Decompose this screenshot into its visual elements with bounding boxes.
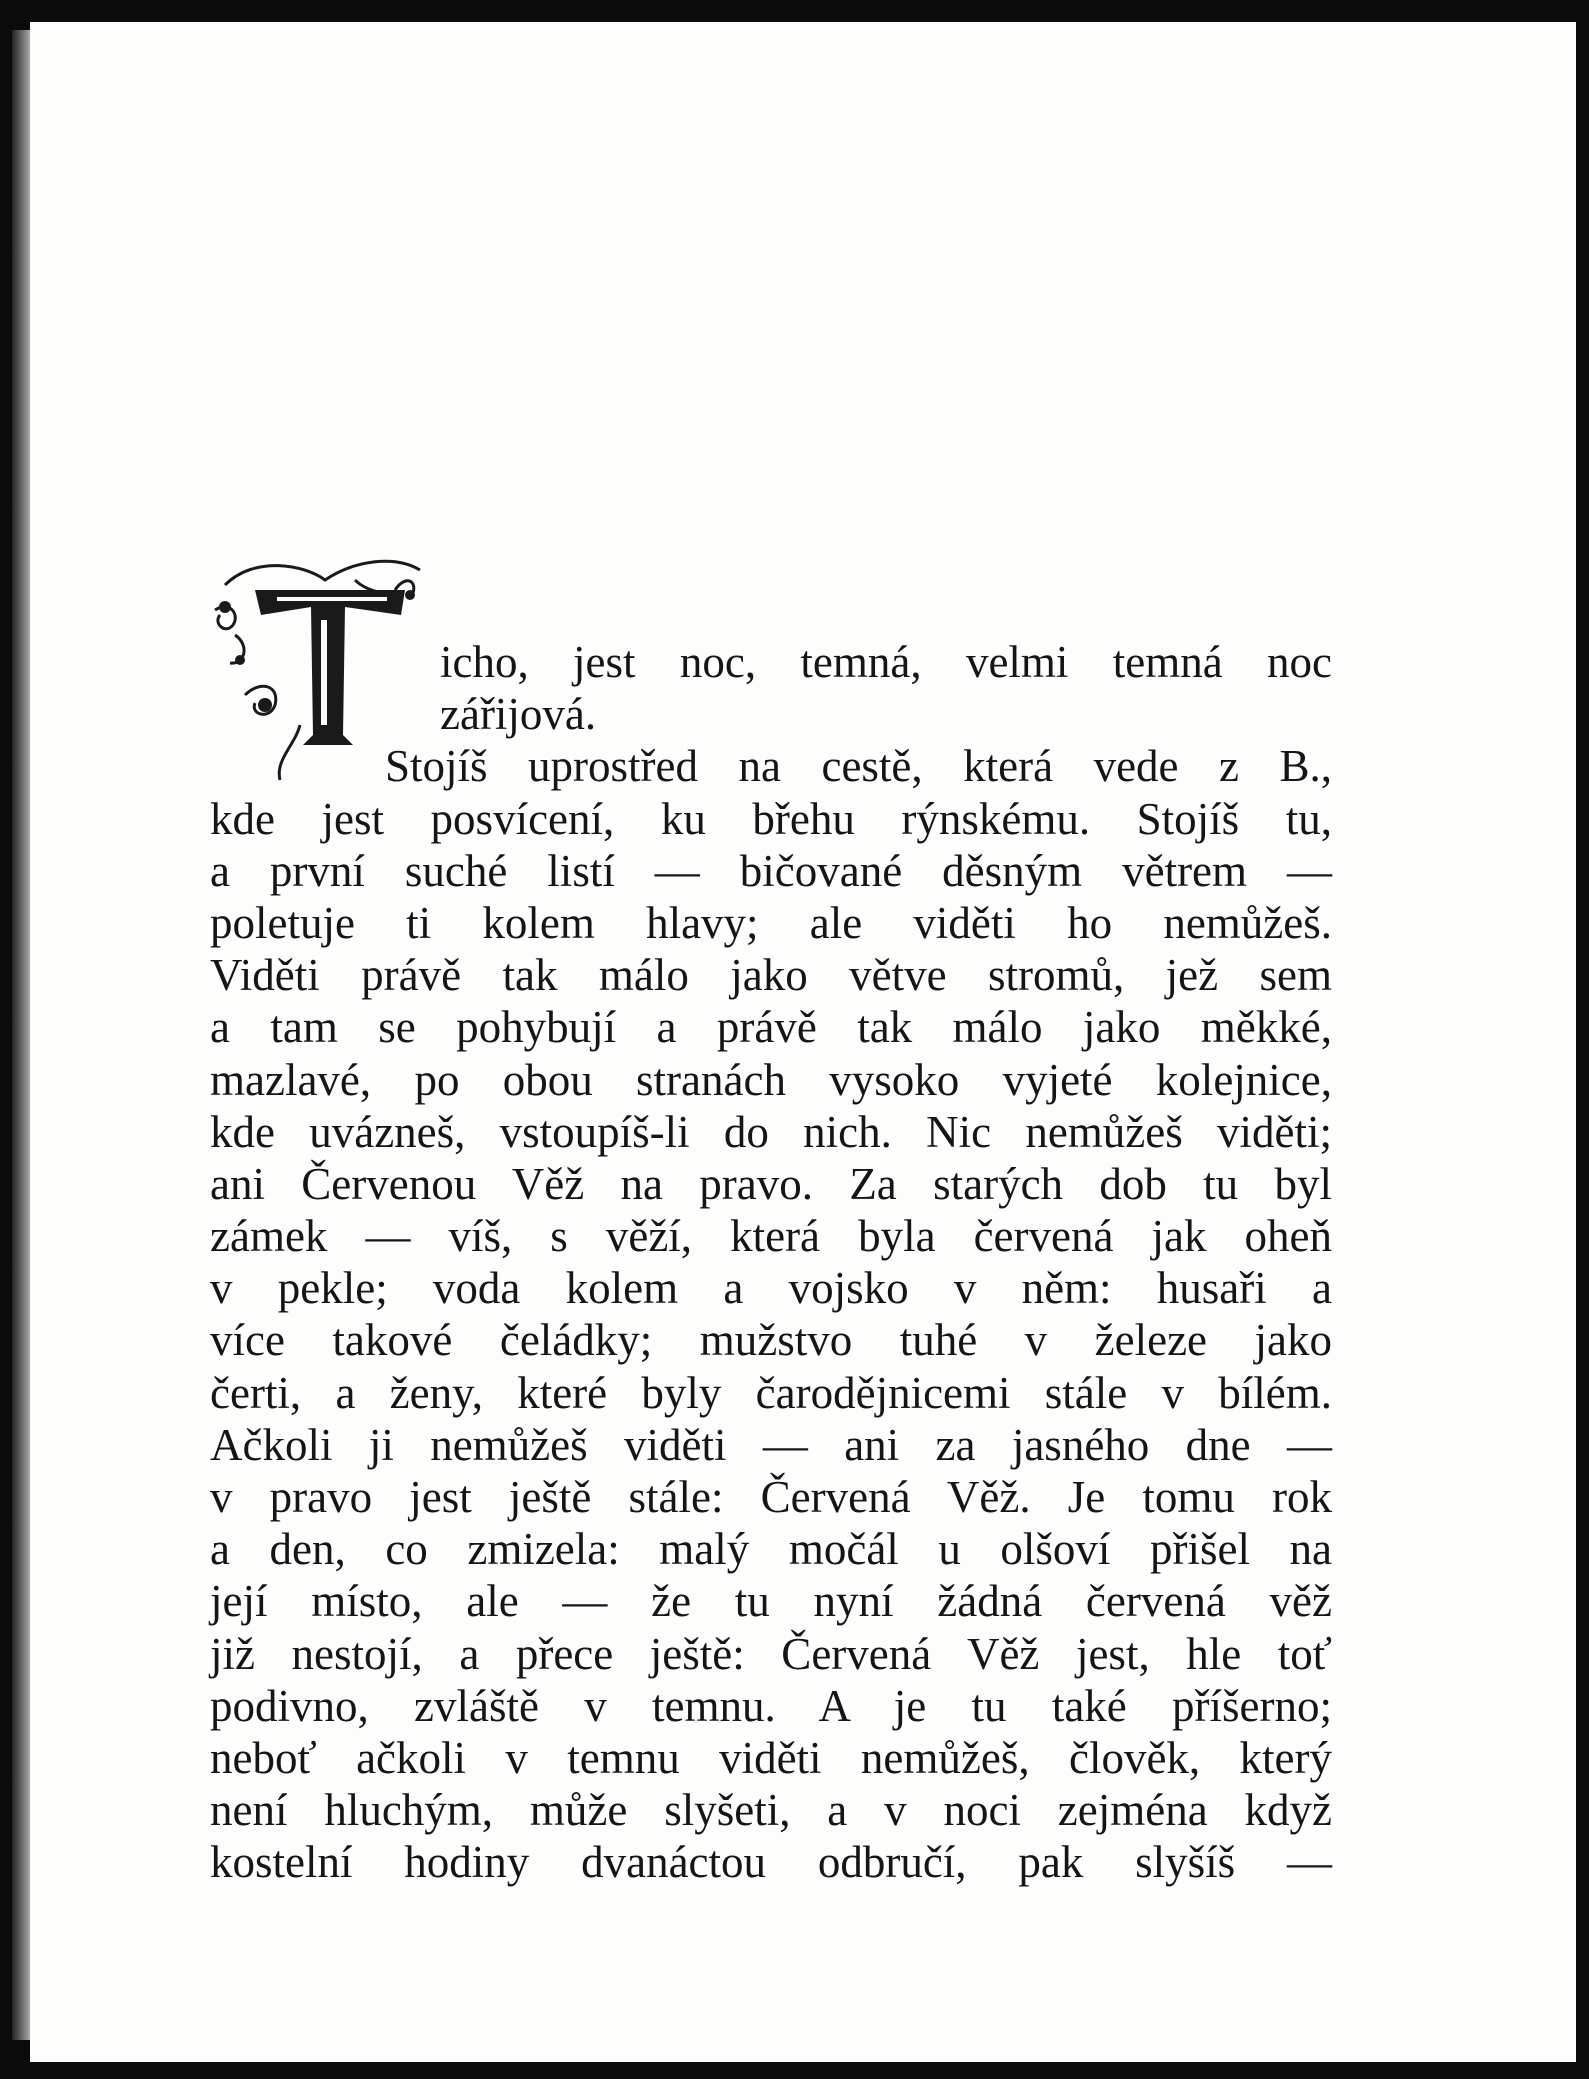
text-line-1: icho, jest noc, temná, velmi temná noc [440, 637, 1332, 687]
text-line-11: ani Červenou Věž na pravo. Za starých dob tu byl [210, 1158, 1332, 1209]
text-line-5: a první suché listí — bičované děsným větrem — [210, 845, 1332, 896]
text-line-22: neboť ačkoli v temnu viděti nemůžeš, člověk, který [210, 1732, 1332, 1783]
text-line-18: a den, co zmizela: malý močál u olšoví přišel na [210, 1524, 1332, 1575]
text-line-19: její místo, ale — že tu nyní žádná červená věž [210, 1576, 1332, 1627]
text-line-3: Stojíš uprostřed na cestě, která vede z B., [385, 741, 1332, 792]
text-line-21: podivno, zvláště v temnu. A je tu také příšerno; [210, 1680, 1332, 1731]
text-line-9: mazlavé, po obou stranách vysoko vyjeté kolejnice, [210, 1054, 1332, 1105]
text-line-13: v pekle; voda kolem a vojsko v něm: husaři a [210, 1263, 1332, 1314]
text-line-2: zářijová. [440, 689, 597, 740]
text-line-12: zámek — víš, s věží, která byla červená jak oheň [210, 1211, 1332, 1262]
text-line-16: Ačkoli ji nemůžeš viděti — ani za jasného dne — [210, 1419, 1332, 1470]
book-binding-edge [12, 30, 30, 2040]
body-text [210, 636, 1332, 1889]
text-line-7: Viděti právě tak málo jako větve stromů, jež sem [210, 950, 1332, 1001]
text-line-4: kde jest posvícení, ku břehu rýnskému. Stojíš tu, [210, 793, 1332, 844]
text-line-23: není hluchým, může slyšeti, a v noci zejména když [210, 1785, 1332, 1836]
text-line-10: kde uvázneš, vstoupíš-li do nich. Nic nemůžeš viděti; [210, 1106, 1332, 1157]
text-line-15: čerti, a ženy, které byly čarodějnicemi stále v bílém. [210, 1367, 1332, 1418]
text-line-20: již nestojí, a přece ještě: Červená Věž jest, hle toť [210, 1628, 1332, 1679]
text-line-17: v pravo jest ještě stále: Červená Věž. Je tomu rok [210, 1472, 1332, 1522]
text-line-24: kostelní hodiny dvanáctou odbručí, pak slyšíš — [210, 1837, 1332, 1888]
text-line-14: více takové čeládky; mužstvo tuhé v železe jako [210, 1315, 1332, 1366]
text-line-8: a tam se pohybují a právě tak málo jako měkké, [210, 1002, 1332, 1053]
text-line-6: poletuje ti kolem hlavy; ale viděti ho nemůžeš. [210, 897, 1332, 948]
